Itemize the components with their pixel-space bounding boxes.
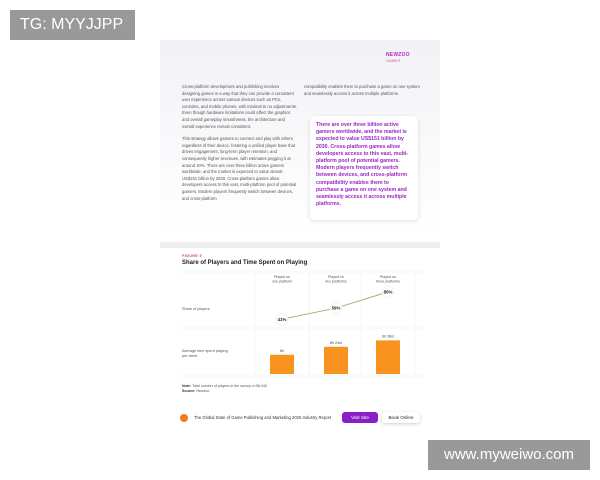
share-point-label: 85% bbox=[383, 289, 393, 295]
watermark-top: TG: MYYJJPP bbox=[10, 10, 135, 40]
callout-text: There are over three billion active gamers worldwide, and the market is expected to value US$151 billion by 2030. Cross-platform games allow developers access to this vast, multi-platform pool of potential gamers. Modern players frequently switch between devices, and cross-platform compatibility enables them to purchase a game on one system and seamlessly access it across multiple platforms. bbox=[316, 122, 408, 208]
note-text: Total number of players in the survey n=56,040 bbox=[192, 384, 267, 388]
note-label: Note: bbox=[182, 384, 192, 388]
row-label-share: Share of players bbox=[182, 307, 210, 311]
logo-line-1: NEWZOO bbox=[386, 52, 410, 58]
figure-label: FIGURE 5 bbox=[182, 254, 202, 258]
time-bar bbox=[324, 347, 348, 374]
article-paragraph-3: compatibility enables them to purchase a game on one system and seamlessly access it across multiple platforms. bbox=[304, 84, 420, 96]
source-label: Source: bbox=[182, 389, 196, 394]
time-bar bbox=[270, 355, 294, 374]
figure-title: Share of Players and Time Spent on Playing bbox=[182, 260, 308, 266]
source-text: Newzoo bbox=[196, 389, 210, 394]
footer-logo-icon bbox=[180, 414, 188, 422]
callout-box bbox=[310, 116, 418, 220]
players-chart bbox=[178, 268, 428, 386]
article-left-column bbox=[182, 84, 298, 208]
share-point-label: 41% bbox=[277, 316, 287, 322]
footer-report-title: The Global State of Game Publishing and Marketing 2025 Industry Report bbox=[194, 415, 332, 420]
brand-logo bbox=[386, 52, 422, 68]
time-bar-label: 6h bbox=[280, 348, 284, 353]
share-point-label: 59% bbox=[331, 305, 341, 311]
category-label: Played on three platforms bbox=[376, 275, 400, 284]
article-paragraph-2: This strategy allows gamers to connect and play with others regardless of their device, fostering a unified player base that drives engagement, long-term player retention, and consequently higher revenues, with estimates pegging it at around 40%. There are over three billion active gamers worldwide, and the market is expected to value almost US$151 billion by 2030. Cross-platform games allow developers access to this vast, multi-platform pool of potential gamers. Modern players frequently switch between devices, and cross-platform bbox=[182, 136, 297, 201]
watermark-bottom: www.myweiwo.com bbox=[428, 440, 590, 470]
logo-line-2: GAMES bbox=[386, 58, 401, 63]
row-label-time-2: per week bbox=[182, 354, 198, 358]
article-right-column bbox=[304, 84, 420, 97]
visit-site-button[interactable]: Visit Site bbox=[342, 412, 378, 423]
section-divider bbox=[160, 242, 440, 248]
document-page bbox=[160, 40, 440, 430]
book-online-button[interactable]: Book Online bbox=[382, 412, 420, 423]
category-label: Played on one platform bbox=[272, 275, 292, 284]
article-paragraph-1: Cross-platform development and publishing involves designing games in a way that they can provide a consistent user experience across various devices such as PCs, consoles, and mobile phones, with minimal to no adjustments. Even though hardware limitations could affect the graphics and overall gameplay smoothness, the architecture and overall experience remain consistent. bbox=[182, 84, 297, 129]
time-bar-label: 8h 24m bbox=[330, 340, 342, 345]
category-label: Played on two platforms bbox=[325, 275, 347, 284]
time-bar bbox=[376, 340, 400, 374]
chart-notes bbox=[182, 384, 267, 394]
page-footer bbox=[180, 410, 420, 426]
time-bar-label: 9h 38m bbox=[382, 334, 394, 339]
row-label-time-1: Average time spent playing bbox=[182, 349, 228, 353]
